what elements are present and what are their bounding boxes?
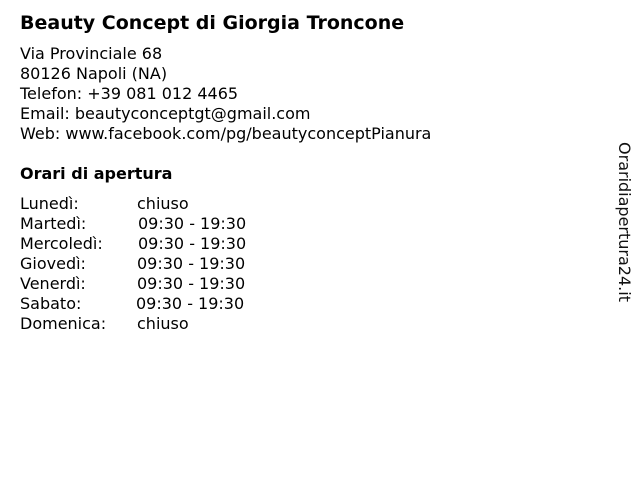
day-hours: 09:30 - 19:30	[137, 274, 246, 293]
email-address: Email: beautyconceptgt@gmail.com	[20, 104, 311, 123]
day-label: Venerdì:	[20, 274, 86, 293]
day-label: Lunedì:	[20, 194, 79, 213]
day-hours: 09:30 - 19:30	[137, 254, 246, 273]
business-name: Beauty Concept di Giorgia Troncone	[20, 12, 405, 34]
day-label: Martedì:	[20, 214, 87, 233]
day-label: Giovedì:	[20, 254, 86, 273]
day-hours: chiuso	[137, 314, 189, 333]
opening-hours-heading: Orari di apertura	[20, 164, 173, 183]
day-label: Sabato:	[20, 294, 82, 313]
day-hours: chiuso	[137, 194, 189, 213]
contact-block	[20, 44, 431, 144]
phone-number: Telefon: +39 081 012 4465	[20, 84, 239, 103]
address-line-city: 80126 Napoli (NA)	[20, 64, 168, 83]
address-line-street: Via Provinciale 68	[20, 44, 163, 63]
day-label: Mercoledì:	[20, 234, 103, 253]
day-hours: 09:30 - 19:30	[138, 214, 247, 233]
day-hours: 09:30 - 19:30	[138, 234, 247, 253]
website-url: Web: www.facebook.com/pg/beautyconceptPianura	[20, 124, 432, 143]
day-label: Domenica:	[20, 314, 107, 333]
site-watermark: Oraridiapertura24.it	[615, 142, 634, 302]
day-hours: 09:30 - 19:30	[136, 294, 245, 313]
